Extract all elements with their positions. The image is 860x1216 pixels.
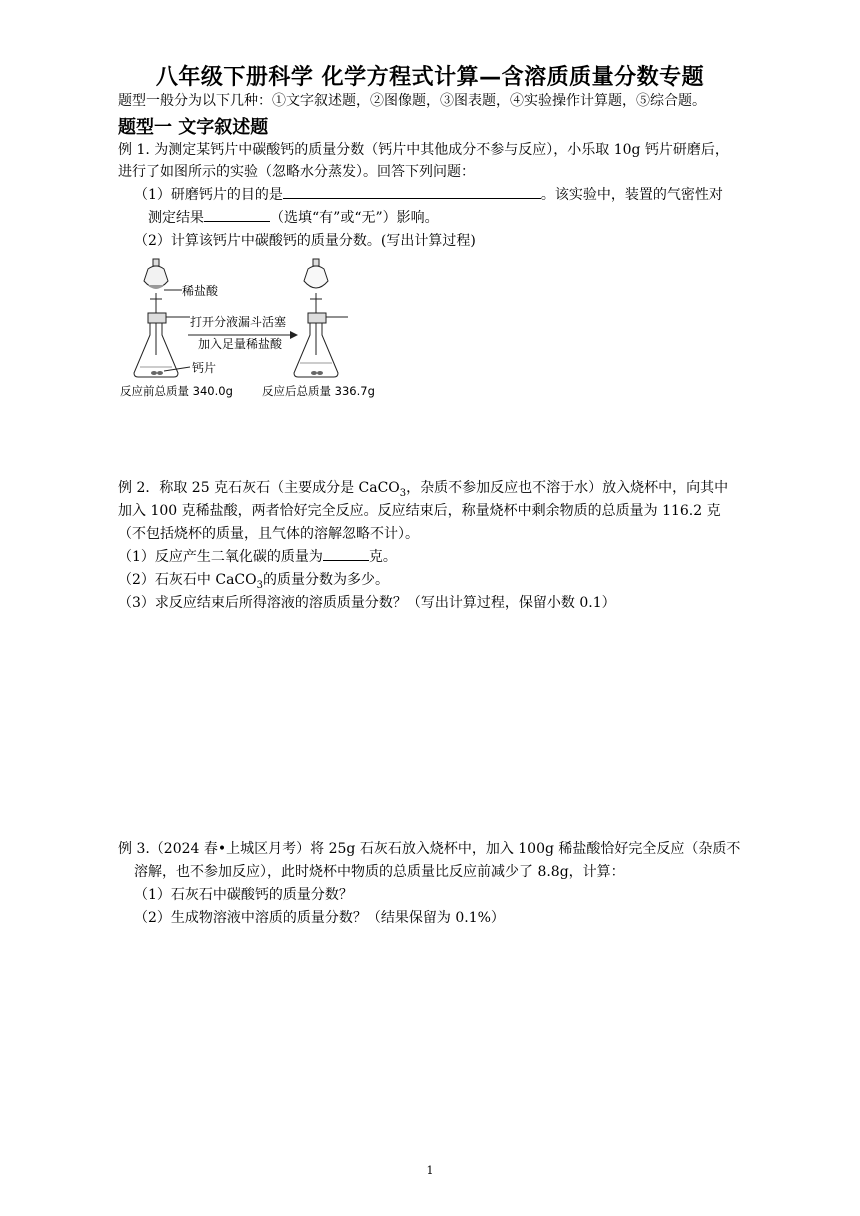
ex1-line2: 进行了如图所示的实验（忽略水分蒸发）。回答下列问题： [118,164,475,180]
arrow-head-icon [290,331,298,339]
experiment-figure [112,255,412,405]
ex2-q1-text-a: （1）反应产生二氧化碳的质量为 [118,549,323,565]
answer-blank[interactable] [323,546,369,561]
label-acid: 稀盐酸 [182,284,219,298]
ex1-q1-text-b: 。该实验中，装置的气密性对 [540,187,723,203]
label-tablet: 钙片 [192,361,217,375]
page-title: 八年级下册科学 化学方程式计算—含溶质质量分数专题 [155,65,705,90]
ex1-line1: 例 1. 为测定某钙片中碳酸钙的质量分数（钙片中其他成分不参与反应），小乐取 10g 钙片研磨后， [118,142,729,158]
ex2-q2-text-a: （2）石灰石中 CaCO [118,572,257,588]
ex2-line2: 加入 100 克稀盐酸，两者恰好完全反应。反应结束后，称量烧杯中剩余物质的总质量为 116.2 克 [118,503,721,519]
label-action1: 打开分液漏斗活塞 [190,315,287,329]
ex1-question-1 [134,184,723,206]
page-number: 1 [426,1164,434,1177]
ex2-q2-text-b: 的质量分数为多少。 [262,572,389,588]
ex2-line1-a: 例 2．称取 25 克石灰石（主要成分是 CaCO [118,480,400,496]
ex2-question-3: （3）求反应结束后所得溶液的溶质质量分数？（写出计算过程，保留小数 0.1） [118,595,616,611]
ex3-line2: 溶解，也不参加反应），此时烧杯中物质的总质量比反应前减少了 8.8g，计算： [134,864,625,880]
right-flask [294,313,348,377]
label-action2: 加入足量稀盐酸 [198,337,283,351]
section-heading: 题型一 文字叙述题 [118,117,269,138]
answer-blank[interactable] [283,184,541,199]
ex1-question-1-cont [148,207,439,229]
ex1-q1-text-c: 测定结果 [148,210,204,226]
ex3-question-2: （2）生成物溶液中溶质的质量分数？（结果保留为 0.1%） [134,910,505,926]
label-after: 反应后总质量 336.7g [262,384,375,398]
ex3-line1: 例 3.（2024 春•上城区月考）将 25g 石灰石放入烧杯中，加入 100g 稀盐酸恰好完全反应（杂质不 [118,841,741,857]
ex2-line1-b: ，杂质不参加反应也不溶于水）放入烧杯中，向其中 [406,480,729,496]
ex2-q1-text-b: 克。 [368,549,397,565]
subscript: 3 [256,579,263,591]
ex3-question-1: （1）石灰石中碳酸钙的质量分数？ [134,887,353,903]
answer-blank[interactable] [204,207,270,222]
ex1-q1-text-a: （1）研磨钙片的目的是 [134,187,283,203]
label-before: 反应前总质量 340.0g [120,384,233,398]
ex2-question-1 [118,546,397,568]
subscript: 3 [399,487,407,499]
intro-text: 题型一般分为以下几种：①文字叙述题，②图像题，③图表题，④实验操作计算题，⑤综合题。 [118,93,706,109]
ex1-q1-text-d: （选填“有”或“无”）影响。 [270,210,439,226]
left-flask [134,313,190,377]
ex1-question-2: （2）计算该钙片中碳酸钙的质量分数。(写出计算过程) [134,233,476,249]
ex2-line3: （不包括烧杯的质量，且气体的溶解忽略不计）。 [118,526,419,542]
